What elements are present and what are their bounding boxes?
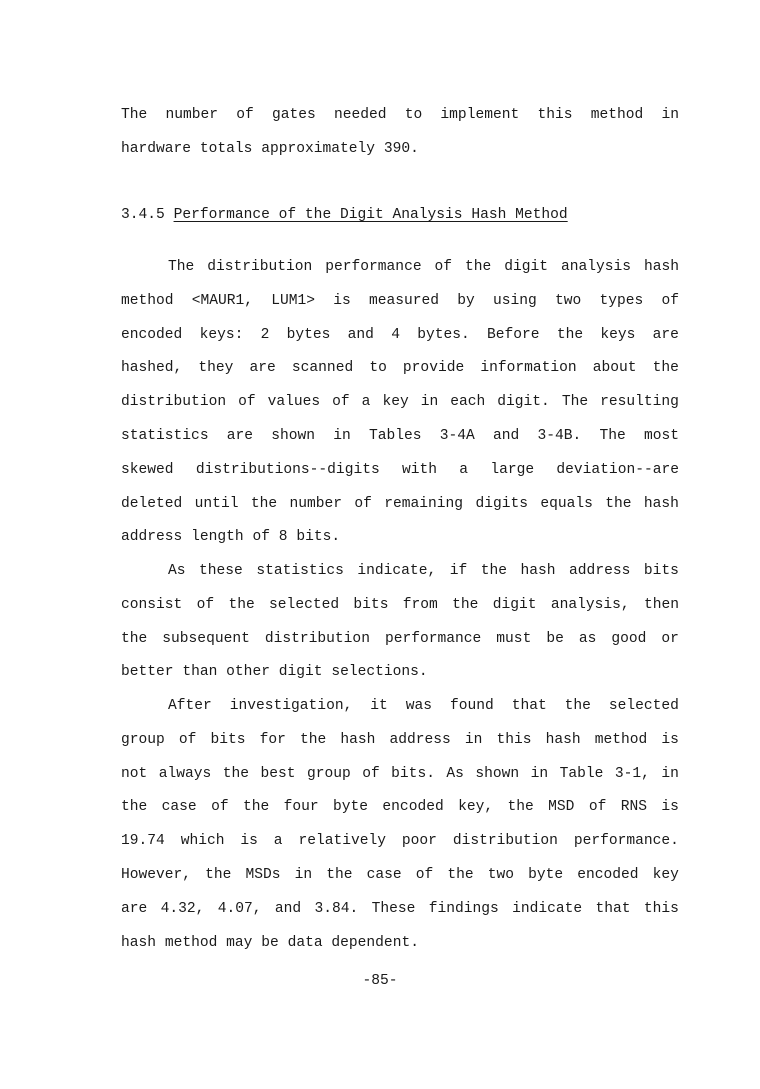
text-line: the subsequent distribution performance must be as good or [121, 630, 679, 647]
text-line: skewed distributions--digits with a large deviation--are [121, 461, 679, 478]
section-title: Performance of the Digit Analysis Hash Method [173, 207, 568, 223]
text-line: hash method may be data dependent. [121, 934, 419, 951]
section-number: 3.4.5 [121, 207, 165, 223]
text-line: statistics are shown in Tables 3-4A and 3-4B. The most [121, 428, 679, 444]
text-line: The distribution performance of the digit analysis hash [168, 259, 679, 275]
text-line: 19.74 which is a relatively poor distribution performance. [121, 833, 679, 850]
text-line: better than other digit selections. [121, 664, 428, 681]
text-line: address length of 8 bits. [121, 529, 341, 546]
text-line: consist of the selected bits from the digit analysis, then [121, 596, 679, 613]
text-line: the case of the four byte encoded key, the MSD of RNS is [121, 799, 679, 816]
text-line: However, the MSDs in the case of the two byte encoded key [121, 867, 679, 883]
text-line: deleted until the number of remaining digits equals the hash [121, 495, 679, 512]
text-line: hardware totals approximately 390. [121, 140, 419, 157]
text-line: The number of gates needed to implement this method in [121, 107, 679, 123]
text-line: distribution of values of a key in each digit. The resulting [121, 394, 679, 411]
page-number: -85- [362, 973, 398, 989]
text-line: are 4.32, 4.07, and 3.84. These findings indicate that this [121, 900, 679, 917]
text-line: group of bits for the hash address in this hash method is [121, 731, 679, 748]
text-line: After investigation, it was found that the selected [168, 698, 679, 714]
text-line: encoded keys: 2 bytes and 4 bytes. Before the keys are [121, 326, 679, 343]
text-line: not always the best group of bits. As shown in Table 3-1, in [121, 765, 679, 782]
text-line: hashed, they are scanned to provide information about the [121, 360, 679, 377]
text-line: method <MAUR1, LUM1> is measured by using two types of [121, 292, 679, 309]
text-line: As these statistics indicate, if the hash address bits [168, 563, 679, 579]
section-heading [121, 205, 568, 225]
